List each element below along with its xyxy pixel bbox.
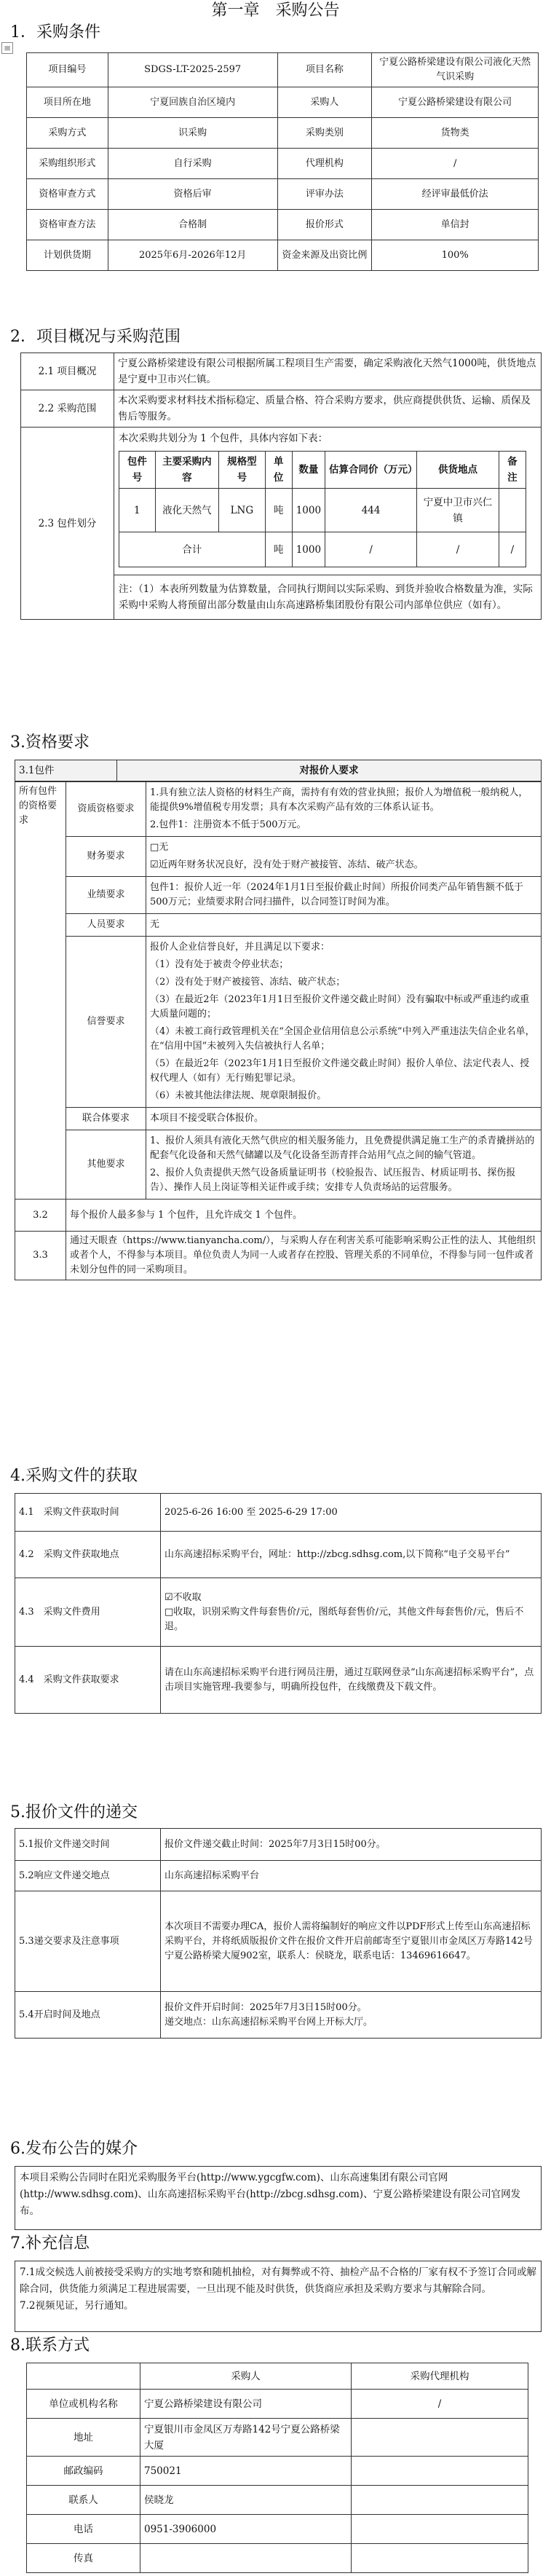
condition-label: 采购人 xyxy=(277,87,372,118)
qualification-line: （5）在最近2年（2023年1月1日至报价文件递交截止时间）报价人单位、法定代表人、授权代理人（如有）无行贿犯罪记录。 xyxy=(150,1058,530,1084)
condition-label: 采购类别 xyxy=(277,118,372,149)
condition-value: 合格制 xyxy=(108,210,277,240)
condition-value: 宁夏回族自治区境内 xyxy=(108,87,277,118)
qualification-label: 信誉要求 xyxy=(66,937,146,1108)
section-heading-8: 8.联系方式 xyxy=(10,2336,90,2355)
section-heading-2: 2．项目概况与采购范围 xyxy=(10,328,181,346)
package-header-cell: 单位 xyxy=(265,452,292,489)
condition-row xyxy=(27,87,539,118)
qualification-line: 包件1：报价人近一年（2024年1月1日至报价截止时间）所报价同类产品年销售额不低于500万元；业绩要求附合同扫描件，以合同签订时间为准。 xyxy=(150,882,523,907)
media-text: 本项目采购公告同时在阳光采购服务平台(http://www.ygcgfw.com)、山东高速集团有限公司官网(http://www.sdhsg.com)、山东高速招标采购平台(http://zbcg.sdhsg.com)、宁夏公路桥梁建设有限公司官网发布。 xyxy=(15,2166,542,2230)
acquisition-row xyxy=(15,1578,542,1647)
condition-label: 评审办法 xyxy=(277,179,372,210)
submission-row xyxy=(15,1992,542,2039)
qualification-label: 财务要求 xyxy=(66,837,146,877)
overview-label: 2.1 项目概况 xyxy=(21,353,114,390)
qualification-line: （6）未被其他法律法规、规章限制报价。 xyxy=(150,1090,327,1101)
condition-row xyxy=(27,149,539,179)
qualification-line: （1）没有处于被责令停业状态； xyxy=(150,959,289,970)
condition-label: 项目编号 xyxy=(27,53,108,87)
procurement-conditions-table xyxy=(26,52,539,271)
contact-row xyxy=(27,2419,528,2457)
package-header-cell: 规格型号 xyxy=(219,452,265,489)
package-table xyxy=(119,451,526,567)
contact-row xyxy=(27,2544,528,2573)
package-total-label: 合计 xyxy=(119,532,266,567)
acquisition-label: 4.1 采购文件获取时间 xyxy=(15,1494,161,1532)
qual-col-package: 3.1包件 xyxy=(15,760,117,781)
acquisition-row xyxy=(15,1647,542,1714)
submission-label: 5.1报价文件递交时间 xyxy=(15,1829,161,1861)
contact-label: 地址 xyxy=(27,2419,140,2457)
qualification-line: 本项目不接受联合体报价。 xyxy=(150,1113,264,1124)
qualification-line: （2）没有处于财产被接管、冻结、破产状态； xyxy=(150,977,346,988)
qualification-label: 人员要求 xyxy=(66,914,146,937)
qualification-line: （4）未被工商行政管理机关在“全国企业信用信息公示系统”中列入严重违法失信企业名单，在“信用中国”未被列入失信被执行人名单； xyxy=(150,1026,535,1052)
package-total-cell: / xyxy=(325,532,417,567)
qualification-row xyxy=(15,782,542,837)
condition-label: 资金来源及出资比例 xyxy=(277,240,372,271)
qualification-line: □无 xyxy=(150,842,169,853)
contact-purchaser-value: 0951-3906000 xyxy=(140,2515,352,2544)
package-cell: 444 xyxy=(325,489,417,532)
acquisition-label: 4.4 采购文件获取要求 xyxy=(15,1647,161,1714)
qualification-row xyxy=(15,837,542,877)
qualification-label: 资质资格要求 xyxy=(66,782,146,837)
package-total-cell: 吨 xyxy=(265,532,292,567)
qualification-extra-row xyxy=(15,1232,542,1280)
condition-value: 自行采购 xyxy=(108,149,277,179)
condition-row xyxy=(27,210,539,240)
qualification-label: 业绩要求 xyxy=(66,877,146,914)
sidebar-marker-icon[interactable]: ≡ xyxy=(1,42,13,54)
contact-purchaser-value: 宁夏银川市金凤区万寿路142号宁夏公路桥梁大厦 xyxy=(140,2419,352,2457)
contact-label: 单位或机构名称 xyxy=(27,2390,140,2419)
qualification-content xyxy=(146,837,542,877)
acquisition-value: 2025-6-26 16:00 至 2025-6-29 17:00 xyxy=(161,1494,542,1532)
qualification-line: 2.包件1：注册资本不低于500万元。 xyxy=(150,819,306,830)
qualification-label: 其他要求 xyxy=(66,1130,146,1200)
qualification-extra-text: 通过天眼查（https://www.tianyancha.com/），与采购人存在利害关系可能影响采购公正性的法人、其他组织或者个人，不得参与本项目。单位负责人为同一人或者存在控股、管理关系的不同单位，不得参与同一包件或者未划分包件的同一采购项目。 xyxy=(66,1232,542,1280)
condition-label: 计划供货期 xyxy=(27,240,108,271)
qualification-line: 无 xyxy=(150,919,160,930)
all-packages-label: 所有包件的资格要求 xyxy=(15,782,66,1200)
condition-label: 报价形式 xyxy=(277,210,372,240)
section-heading-4: 4.采购文件的获取 xyxy=(10,1467,138,1485)
acquisition-value: 山东高速招标采购平台，网址：http://zbcg.sdhsg.com,以下简称“电子交易平台” xyxy=(161,1532,542,1578)
package-label: 2.3 包件划分 xyxy=(21,428,114,620)
package-cell: LNG xyxy=(219,489,265,532)
acquisition-row xyxy=(15,1494,542,1532)
qualification-table xyxy=(15,781,542,1280)
condition-label: 项目所在地 xyxy=(27,87,108,118)
qualification-line: ☑近两年财务状况良好，没有处于财产被接管、冻结、破产状态。 xyxy=(150,859,424,870)
condition-value: 2025年6月-2026年12月 xyxy=(108,240,277,271)
acquisition-label: 4.3 采购文件费用 xyxy=(15,1578,161,1647)
condition-value: 经评审最低价法 xyxy=(372,179,539,210)
condition-label: 项目名称 xyxy=(277,53,372,87)
condition-value: 资格后审 xyxy=(108,179,277,210)
contact-agency-value: / xyxy=(352,2390,528,2419)
condition-label: 采购方式 xyxy=(27,118,108,149)
submission-label: 5.2响应文件递交地点 xyxy=(15,1861,161,1891)
qualification-extra-text: 每个报价人最多参与 1 个包件，且允许成交 1 个包件。 xyxy=(66,1200,542,1232)
submission-value: 山东高速招标采购平台 xyxy=(161,1861,542,1891)
package-cell: 宁夏中卫市兴仁镇 xyxy=(417,489,499,532)
project-overview-table xyxy=(20,352,542,620)
condition-value: 单信封 xyxy=(372,210,539,240)
submission-label: 5.3递交要求及注意事项 xyxy=(15,1891,161,1992)
acquisition-value: ☑不收取 □收取，识别采购文件每套售价/元，图纸每套售价/元，其他文件每套售价/元，售后不退。 xyxy=(161,1578,542,1647)
package-cell xyxy=(499,489,526,532)
acquisition-value: 请在山东高速招标采购平台进行网员注册，通过互联网登录“山东高速招标采购平台”，点击项目实施管理-我要参与，明确所投包件，在线缴费及下载文件。 xyxy=(161,1647,542,1714)
qualification-label: 联合体要求 xyxy=(66,1108,146,1130)
condition-row xyxy=(27,240,539,271)
condition-value: SDGS-LT-2025-2597 xyxy=(108,53,277,87)
submission-value: 报价文件递交截止时间：2025年7月3日15时00分。 xyxy=(161,1829,542,1861)
contact-label: 联系人 xyxy=(27,2486,140,2515)
submission-value: 报价文件开启时间：2025年7月3日15时00分。 递交地点：山东高速招标采购平台网上开标大厅。 xyxy=(161,1992,542,2039)
contact-label: 传真 xyxy=(27,2544,140,2573)
scope-label: 2.2 采购范围 xyxy=(21,390,114,428)
package-header-cell: 包件号 xyxy=(119,452,156,489)
package-intro: 本次采购共划分为 1 个包件，具体内容如下表： xyxy=(119,433,328,444)
qual-col-requirement: 对报价人要求 xyxy=(117,760,542,781)
qualification-row xyxy=(15,914,542,937)
package-header-cell: 供货地点 xyxy=(417,452,499,489)
contact-col-purchaser: 采购人 xyxy=(140,2363,352,2390)
qualification-extra-label: 3.3 xyxy=(15,1232,66,1280)
qualification-header-table xyxy=(15,760,542,781)
contact-purchaser-value xyxy=(140,2544,352,2573)
section-heading-3: 3.资格要求 xyxy=(10,733,90,752)
qualification-line: 1、报价人须具有液化天然气供应的相关服务能力，且免费提供满足施工生产的杀青撬拼站的配套气化设备和天然气储罐以及气化设备至沥青拌合站用气点之间的输气管道。 xyxy=(150,1135,535,1161)
condition-value: 货物类 xyxy=(372,118,539,149)
contact-agency-value xyxy=(352,2544,528,2573)
qualification-content xyxy=(146,877,542,914)
condition-row xyxy=(27,53,539,87)
contact-agency-value xyxy=(352,2486,528,2515)
qualification-extra-row xyxy=(15,1200,542,1232)
condition-label: 采购组织形式 xyxy=(27,149,108,179)
package-cell: 1000 xyxy=(292,489,325,532)
contact-agency-value xyxy=(352,2515,528,2544)
contact-label: 邮政编码 xyxy=(27,2457,140,2486)
contact-purchaser-value: 750021 xyxy=(140,2457,352,2486)
package-total-cell: / xyxy=(417,532,499,567)
package-cell: 吨 xyxy=(265,489,292,532)
contact-purchaser-value: 侯晓龙 xyxy=(140,2486,352,2515)
condition-value: 宁夏公路桥梁建设有限公司液化天然气识采购 xyxy=(372,53,539,87)
package-cell: 液化天然气 xyxy=(155,489,218,532)
page-title: 第一章 采购公告 xyxy=(211,1,340,20)
package-header-cell: 估算合同价（万元） xyxy=(325,452,417,489)
contact-table xyxy=(26,2363,528,2573)
qualification-extra-label: 3.2 xyxy=(15,1200,66,1232)
submission-value: 本次项目不需要办理CA，报价人需将编制好的响应文件以PDF形式上传至山东高速招标采购平台，并将纸质版报价文件在报价文件开启前邮寄至宁夏银川市金凤区万寿路142号宁夏公路桥梁大厦902室，联系人：侯晓龙，联系电话：13469616647。 xyxy=(161,1891,542,1992)
contact-row xyxy=(27,2486,528,2515)
scope-text: 本次采购要求材料技术指标稳定、质量合格、符合采购方要求，供应商提供供货、运输、质保及售后等服务。 xyxy=(114,390,542,428)
package-header-cell: 数量 xyxy=(292,452,325,489)
contact-col-agency: 采购代理机构 xyxy=(352,2363,528,2390)
overview-text: 宁夏公路桥梁建设有限公司根据所属工程项目生产需要，确定采购液化天然气1000吨，供货地点是宁夏中卫市兴仁镇。 xyxy=(114,353,542,390)
qualification-row xyxy=(15,877,542,914)
submission-table xyxy=(15,1828,542,2039)
submission-row xyxy=(15,1861,542,1891)
section-heading-6: 6.发布公告的媒介 xyxy=(10,2140,138,2158)
condition-row xyxy=(27,179,539,210)
condition-label: 代理机构 xyxy=(277,149,372,179)
condition-value: 识采购 xyxy=(108,118,277,149)
qualification-row xyxy=(15,1108,542,1130)
condition-value: 100% xyxy=(372,240,539,271)
submission-row xyxy=(15,1829,542,1861)
acquisition-table xyxy=(15,1493,542,1714)
condition-row xyxy=(27,118,539,149)
qualification-content xyxy=(146,914,542,937)
package-cell: 1 xyxy=(119,489,156,532)
qualification-line: 2、报价人负责提供天然气设备质量证明书（校验报告、试压报告、材质证明书、探伤报告）、操作人员上岗证等相关证件或手续；安排专人负责场站的运营服务。 xyxy=(150,1167,516,1193)
condition-value: / xyxy=(372,149,539,179)
contact-label: 电话 xyxy=(27,2515,140,2544)
section-heading-7: 7.补充信息 xyxy=(10,2234,90,2253)
qualification-line: 1.具有独立法人资格的材料生产商，需持有有效的营业执照；报价人为增值税一般纳税人，能提供9%增值税专用发票；具有本次采购产品有效的三体系认证书。 xyxy=(150,787,528,813)
contact-row xyxy=(27,2515,528,2544)
submission-row xyxy=(15,1891,542,1992)
package-note: 注：（1）本表所列数量为估算数量，合同执行期间以实际采购、到货并验收合格数量为准，实际采购中采购人将预留出部分数量由山东高速路桥集团股份有限公司内部单位供应（如有）。 xyxy=(114,575,541,619)
section-heading-1: 1．采购条件 xyxy=(10,23,100,42)
contact-row xyxy=(27,2390,528,2419)
section-heading-5: 5.报价文件的递交 xyxy=(10,1803,138,1821)
qualification-content xyxy=(146,782,542,837)
acquisition-row xyxy=(15,1532,542,1578)
qualification-content xyxy=(146,1108,542,1130)
package-total-cell: / xyxy=(499,532,526,567)
package-header-cell: 备注 xyxy=(499,452,526,489)
contact-row xyxy=(27,2457,528,2486)
contact-purchaser-value: 宁夏公路桥梁建设有限公司 xyxy=(140,2390,352,2419)
package-header-cell: 主要采购内容 xyxy=(155,452,218,489)
acquisition-label: 4.2 采购文件获取地点 xyxy=(15,1532,161,1578)
contact-agency-value xyxy=(352,2457,528,2486)
condition-label: 资格审查方法 xyxy=(27,210,108,240)
qualification-row xyxy=(15,1130,542,1200)
package-total-cell: 1000 xyxy=(292,532,325,567)
supplementary-text: 7.1成交候选人前被接受采购方的实地考察和随机抽检，对有舞弊或不符、抽检产品不合格的厂家有权不予签订合同或解除合同，供货能力须满足工程进展需要，一旦出现不能及时供货，供货商应承担及采购方要求与其解除合同。 7.2视频见证，另行通知。 xyxy=(15,2261,542,2332)
qualification-line: （3）在最近2年（2023年1月1日至报价文件递交截止时间）没有骗取中标或严重违约或重大质量问题的； xyxy=(150,994,530,1020)
qualification-row xyxy=(15,937,542,1108)
qualification-content xyxy=(146,937,542,1108)
condition-value: 宁夏公路桥梁建设有限公司 xyxy=(372,87,539,118)
contact-agency-value xyxy=(352,2419,528,2457)
qualification-line: 报价人企业信誉良好，并且满足以下要求： xyxy=(150,942,330,953)
condition-label: 资格审查方式 xyxy=(27,179,108,210)
qualification-content xyxy=(146,1130,542,1200)
submission-label: 5.4开启时间及地点 xyxy=(15,1992,161,2039)
